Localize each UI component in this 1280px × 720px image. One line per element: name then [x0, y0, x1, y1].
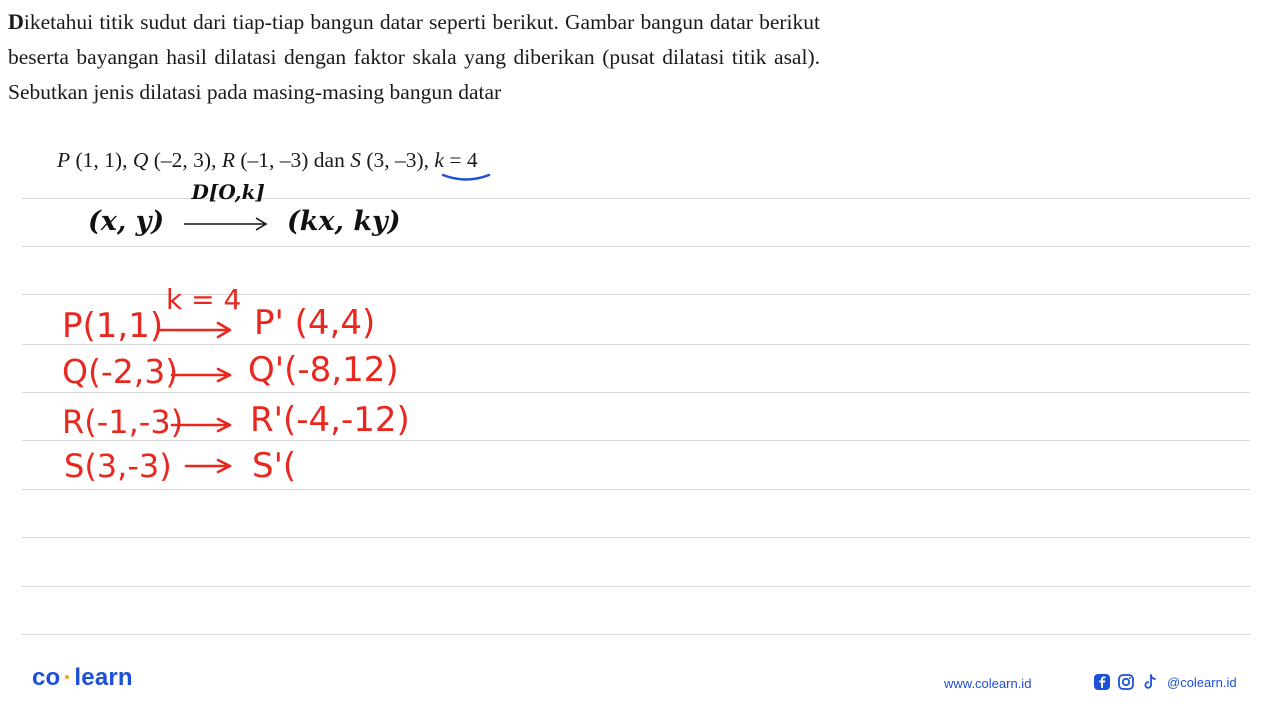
website-url[interactable]: www.colearn.id [944, 676, 1032, 691]
point-p-coord: (1, 1), [70, 148, 133, 172]
instagram-icon[interactable] [1117, 673, 1135, 691]
logo-text-co: co [32, 664, 61, 691]
formula-left: (x, y) [88, 206, 165, 237]
formula-right: (kx, ky) [286, 206, 401, 237]
point-r-label: R [221, 148, 235, 172]
hand-q-right: Q'(-8,12) [248, 350, 399, 390]
hand-q-left: Q(-2,3) [62, 352, 179, 391]
hand-s-right: S'( [252, 446, 297, 486]
hand-r-right: R'(-4,-12) [250, 400, 410, 440]
social-handle[interactable]: @colearn.id [1167, 674, 1237, 690]
formula-arrow-label: D[O,k] [191, 179, 265, 204]
point-s-coord: (3, –3), [360, 148, 435, 172]
point-q-label: Q [132, 148, 149, 172]
facebook-icon[interactable] [1093, 673, 1111, 691]
logo-text-learn: learn [74, 664, 133, 691]
hand-s-left: S(3,-3) [64, 447, 172, 485]
point-s-label: S [350, 148, 361, 172]
problem-text: iketahui titik sudut dari tiap-tiap bangun datar seperti berikut. Gambar bangun datar berikut beserta bayangan hasil dilatasi dengan faktor skala yang diberikan (pusat dilatasi titik asal). Sebutkan jenis dilatasi pada masing-masing bangun datar [8, 10, 820, 104]
arrow-p [160, 323, 230, 337]
colearn-logo [32, 664, 133, 692]
point-p-label: P [57, 148, 71, 172]
point-q-coord: (–2, 3), [148, 148, 222, 172]
point-r-coord: (–1, –3) dan [234, 148, 351, 172]
scale-k-value-text: = 4 [443, 148, 478, 172]
social-links [1093, 673, 1237, 691]
hand-k-note: k = 4 [166, 283, 242, 316]
arrow-s [186, 460, 230, 472]
problem-dropcap: D [8, 9, 24, 34]
hand-r-left: R(-1,-3) [62, 403, 184, 441]
tiktok-icon[interactable] [1141, 673, 1159, 691]
hand-p-left: P(1,1) [62, 306, 164, 346]
logo-dot [65, 675, 69, 679]
arrow-q [172, 369, 230, 381]
hand-p-right: P' (4,4) [254, 303, 376, 343]
scale-k-label: k [434, 148, 444, 172]
